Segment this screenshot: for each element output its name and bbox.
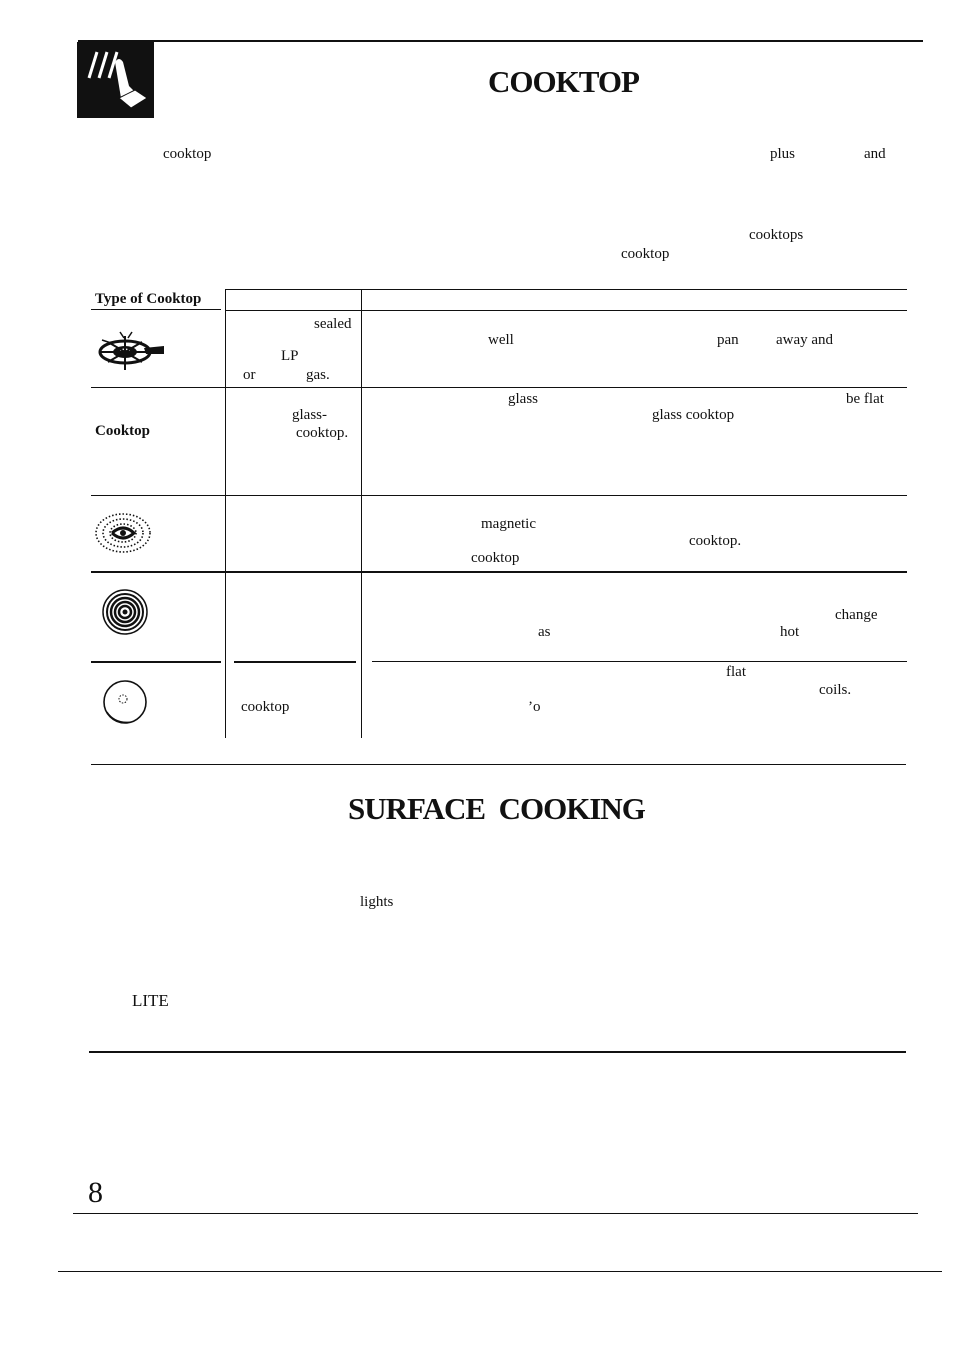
row3-col3-cooktop: cooktop. [689, 533, 742, 549]
hand-pressing-button-icon [77, 42, 154, 118]
row2-col1-cooktop: Cooktop [95, 423, 151, 439]
page-number: 8 [88, 1176, 103, 1209]
page-bottom-rule [58, 1271, 942, 1272]
intro-word-plus: plus [770, 146, 796, 162]
row1-col3-away-and: away and [776, 332, 834, 348]
row2-col3-be-flat: be flat [846, 391, 884, 407]
col-header-type-of-cooktop: Type of Cooktop [95, 291, 202, 307]
row3-col3-cooktop-2: cooktop [471, 550, 520, 566]
row2-col2-cooktop: cooktop. [296, 425, 349, 441]
header-rule [78, 40, 923, 42]
section-divider [91, 764, 906, 765]
row1-col2-sealed: sealed [314, 316, 352, 332]
solid-disk-element-icon [101, 678, 149, 726]
row2-col3-glass-cooktop: glass cooktop [652, 407, 735, 423]
section-word-lite: LITE [132, 991, 169, 1010]
row2-col3-glass: glass [508, 391, 538, 407]
intro-word-cooktop: cooktop [163, 146, 212, 162]
row5-col3-o: ’o [528, 699, 541, 715]
row5-col2-cooktop: cooktop [241, 699, 290, 715]
section-end-rule [89, 1051, 906, 1053]
section-word-lights: lights [360, 894, 394, 910]
row5-col3-coils: coils. [819, 682, 852, 698]
row2-col2-glass: glass- [292, 407, 327, 423]
row1-col2-lp: LP [281, 348, 299, 364]
footer-rule [73, 1213, 918, 1214]
row4-col3-as: as [538, 624, 551, 640]
row5-col3-flat: flat [726, 664, 746, 680]
section-title-surface-cooking: SURFACE COOKING [348, 791, 645, 826]
row4-col3-change: change [835, 607, 878, 623]
intro-word-cooktops: cooktops [749, 227, 804, 243]
row1-col2-gas: gas. [306, 367, 330, 383]
row4-col3-hot: hot [780, 624, 800, 640]
row3-col3-magnetic: magnetic [481, 516, 536, 532]
intro-word-and: and [864, 146, 886, 162]
induction-coil-icon [94, 511, 154, 555]
gas-burner-icon [98, 330, 168, 376]
coil-element-icon [101, 588, 149, 636]
row1-col3-well: well [488, 332, 514, 348]
intro-word-cooktop-2: cooktop [621, 246, 670, 262]
page-title: COOKTOP [488, 64, 639, 99]
row1-col2-or: or [243, 367, 256, 383]
row1-col3-pan: pan [717, 332, 739, 348]
